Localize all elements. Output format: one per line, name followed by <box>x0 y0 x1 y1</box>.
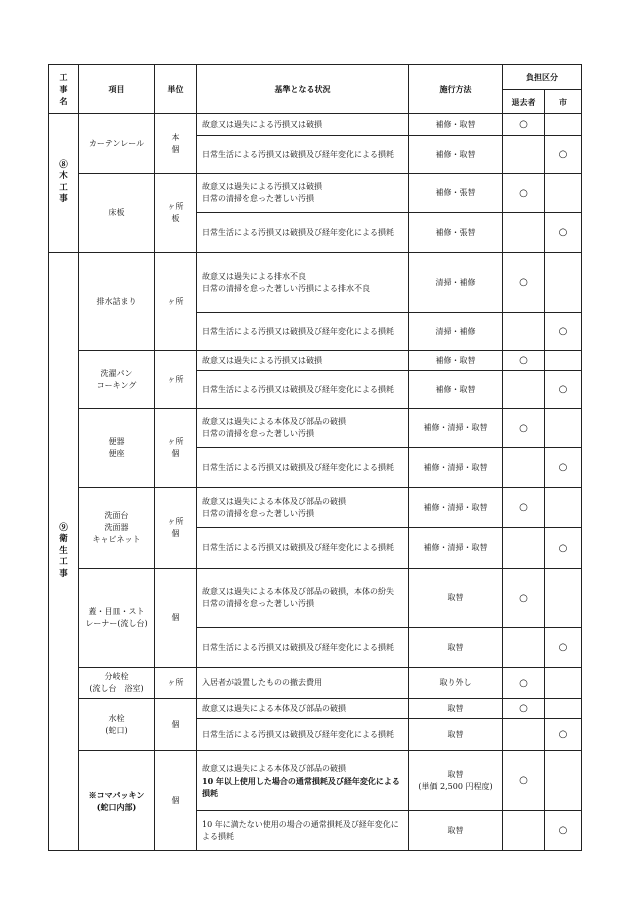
condition: 日常生活による汚損又は破損及び経年変化による損耗 <box>197 628 409 668</box>
leaver-mark: ○ <box>503 699 545 719</box>
leaver-mark: ○ <box>503 569 545 628</box>
item-drain-clog: 排水詰まり <box>79 253 155 351</box>
method: 取替 <box>409 811 503 851</box>
method: 補修・取替 <box>409 136 503 174</box>
city-mark: ○ <box>545 719 582 751</box>
method: 補修・清掃・取替 <box>409 409 503 448</box>
leaver-mark: ○ <box>503 114 545 136</box>
method: 清掃・補修 <box>409 253 503 313</box>
method: 補修・取替 <box>409 371 503 409</box>
method: 補修・清掃・取替 <box>409 488 503 528</box>
method: 取替 (単価 2,500 円程度) <box>409 751 503 811</box>
city-mark: ○ <box>545 811 582 851</box>
unit-curtain-rail: 本 個 <box>155 114 197 174</box>
condition: 日常生活による汚損又は破損及び経年変化による損耗 <box>197 719 409 751</box>
header-row <box>49 65 582 90</box>
category-9: ⑨衛生工事 <box>49 253 79 851</box>
leaver-mark: ○ <box>503 409 545 448</box>
condition: 日常生活による汚損又は破損及び経年変化による損耗 <box>197 371 409 409</box>
header-leaver: 退去者 <box>503 90 545 114</box>
method: 補修・清掃・取替 <box>409 448 503 488</box>
city-mark: ○ <box>545 448 582 488</box>
leaver-mark: ○ <box>503 751 545 811</box>
condition: 10 年に満たない使用の場合の通常損耗及び経年変化による損耗 <box>197 811 409 851</box>
header-unit: 単位 <box>155 65 197 114</box>
leaver-mark: ○ <box>503 174 545 213</box>
method: 補修・張替 <box>409 213 503 253</box>
condition: 日常生活による汚損又は破損及び経年変化による損耗 <box>197 136 409 174</box>
method: 補修・取替 <box>409 351 503 371</box>
item-branch-faucet: 分岐栓 (流し台 浴室) <box>79 668 155 699</box>
unit-toilet: ヶ所 個 <box>155 409 197 488</box>
unit-drain-clog: ヶ所 <box>155 253 197 351</box>
method: 取替 <box>409 719 503 751</box>
city-mark: ○ <box>545 371 582 409</box>
method: 補修・取替 <box>409 114 503 136</box>
condition: 故意又は過失による汚損又は破損 <box>197 351 409 371</box>
condition: 故意又は過失による汚損又は破損 日常の清掃を怠った著しい汚損 <box>197 174 409 213</box>
unit-washbasin: ヶ所 個 <box>155 488 197 569</box>
condition: 入居者が設置したものの撤去費用 <box>197 668 409 699</box>
header-item: 項目 <box>79 65 155 114</box>
method: 取替 <box>409 699 503 719</box>
condition: 故意又は過失による本体及び部品の破損 10 年以上使用した場合の通常損耗及び経年変化による損耗 <box>197 751 409 811</box>
method: 取替 <box>409 569 503 628</box>
condition: 日常生活による汚損又は破損及び経年変化による損耗 <box>197 448 409 488</box>
unit-strainer: 個 <box>155 569 197 668</box>
repair-responsibility-table <box>48 64 582 851</box>
condition: 日常生活による汚損又は破損及び経年変化による損耗 <box>197 213 409 253</box>
item-faucet: 水栓 (蛇口) <box>79 699 155 751</box>
item-washer-packing: ※コマパッキン (蛇口内部) <box>79 751 155 851</box>
city-mark: ○ <box>545 136 582 174</box>
condition: 故意又は過失による排水不良 日常の清掃を怠った著しい汚損による排水不良 <box>197 253 409 313</box>
table-row <box>49 114 582 136</box>
unit-floorboard: ヶ所 板 <box>155 174 197 253</box>
item-toilet: 便器 便座 <box>79 409 155 488</box>
method: 取り外し <box>409 668 503 699</box>
header-method: 施行方法 <box>409 65 503 114</box>
condition: 故意又は過失による本体及び部品の破損 日常の清掃を怠った著しい汚損 <box>197 488 409 528</box>
item-washbasin: 洗面台 洗面器 キャビネット <box>79 488 155 569</box>
city-mark: ○ <box>545 628 582 668</box>
header-kind: 工事名 <box>49 65 79 114</box>
leaver-mark: ○ <box>503 253 545 313</box>
leaver-mark: ○ <box>503 668 545 699</box>
method: 補修・清掃・取替 <box>409 528 503 569</box>
header-condition: 基準となる状況 <box>197 65 409 114</box>
item-laundry-pan: 洗濯パン コーキング <box>79 351 155 409</box>
condition: 日常生活による汚損又は破損及び経年変化による損耗 <box>197 313 409 351</box>
condition: 日常生活による汚損又は破損及び経年変化による損耗 <box>197 528 409 569</box>
unit-laundry-pan: ヶ所 <box>155 351 197 409</box>
city-mark: ○ <box>545 528 582 569</box>
item-curtain-rail: カーテンレール <box>79 114 155 174</box>
item-floorboard: 床板 <box>79 174 155 253</box>
unit-washer-packing: 個 <box>155 751 197 851</box>
condition: 故意又は過失による本体及び部品の破損，本体の紛失 日常の清掃を怠った著しい汚損 <box>197 569 409 628</box>
method: 清掃・補修 <box>409 313 503 351</box>
city-mark: ○ <box>545 313 582 351</box>
item-strainer: 蓋・目皿・ストレーナー(流し台) <box>79 569 155 668</box>
leaver-mark: ○ <box>503 351 545 371</box>
leaver-mark: ○ <box>503 488 545 528</box>
header-burden: 負担区分 <box>503 65 582 90</box>
condition: 故意又は過失による本体及び部品の破損 <box>197 699 409 719</box>
unit-branch-faucet: ヶ所 <box>155 668 197 699</box>
method: 補修・張替 <box>409 174 503 213</box>
unit-faucet: 個 <box>155 699 197 751</box>
burden-table <box>48 64 582 851</box>
condition: 故意又は過失による本体及び部品の破損 日常の清掃を怠った著しい汚損 <box>197 409 409 448</box>
city-mark: ○ <box>545 213 582 253</box>
method: 取替 <box>409 628 503 668</box>
header-city: 市 <box>545 90 582 114</box>
category-8: ⑧木工事 <box>49 114 79 253</box>
condition: 故意又は過失による汚損又は破損 <box>197 114 409 136</box>
